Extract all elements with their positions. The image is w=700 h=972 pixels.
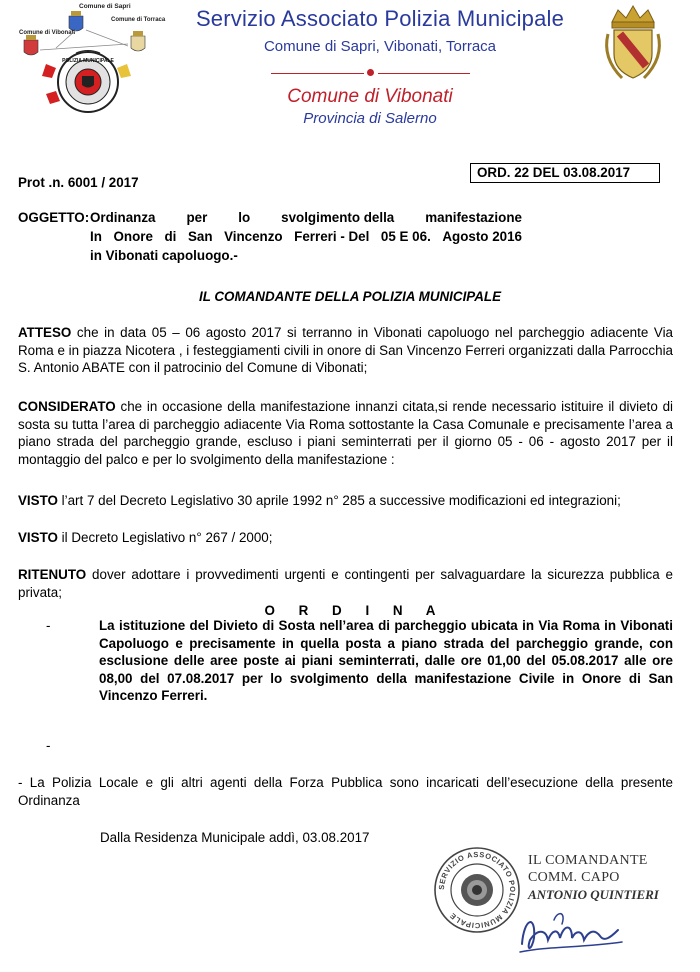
- protocol-number: Prot .n. 6001 / 2017: [18, 175, 139, 190]
- ritenuto-text: dover adottare i provvedimenti urgenti e contingenti per salvaguardare la sicurezza pubblica e privata;: [18, 567, 673, 600]
- handwritten-signature: [510, 900, 630, 960]
- logo-label-vibonati: Comune di Vibonati: [19, 30, 76, 36]
- subject-word: 05 E 06.: [380, 229, 431, 244]
- subject-line-1: [90, 209, 522, 227]
- visto-paragraph-1: [18, 492, 673, 510]
- ritenuto-label: RITENUTO: [18, 567, 87, 582]
- header-divider-right: [378, 73, 470, 74]
- header-divider-dot: [367, 69, 374, 76]
- ordinance-number-box: ORD. 22 DEL 03.08.2017: [470, 163, 660, 183]
- subject-word: Ordinanza: [90, 210, 156, 225]
- commander-heading: IL COMANDANTE DELLA POLIZIA MUNICIPALE: [198, 289, 502, 304]
- header-divider-left: [271, 73, 364, 74]
- header-title: Servizio Associato Polizia Municipale: [195, 6, 565, 31]
- logo-label-sapri: Comune di Sapri: [79, 3, 131, 10]
- logo-ring-label: POLIZIA MUNICIPALE: [62, 58, 114, 64]
- subject-line-3: in Vibonati capoluogo.-: [90, 248, 238, 263]
- considerato-text: che in occasione della manifestazione innanzi citata,si rende necessario istituire il divieto di sosta su tutta l’area di parcheggio adiacente Via Roma sottostante la Casa Comunale e precisamente l’area a piano strada del parcheggio grande, escluso i piani seminterrati per il giorno 05 - 06 - agosto 2017 per il montaggio del palco e per lo svolgimento della manifestazione :: [18, 399, 673, 467]
- subject-word: Ferreri - Del: [294, 229, 370, 244]
- municipal-police-logo: [16, 2, 166, 128]
- visto-text-1: l’art 7 del Decreto Legislativo 30 aprile 1992 n° 285 a successive modificazioni ed integrazioni;: [57, 493, 621, 508]
- header-comune: Comune di Vibonati: [287, 86, 453, 107]
- visto-text-2: il Decreto Legislativo n° 267 / 2000;: [57, 530, 273, 545]
- subject-word: In: [90, 229, 102, 244]
- place-and-date: Dalla Residenza Municipale addì, 03.08.2017: [100, 830, 370, 845]
- signature-block: [528, 852, 678, 903]
- decree-text: La istituzione del Divieto di Sosta nell’area di parcheggio ubicata in Via Roma in Vibonati Capoluogo e precisamente in quella posta a piano strada del parcheggio grande, con esclusione delle aree poste ai piani seminterrati, dalle ore 01,00 del 05.08.2017 alle ore 08,00 del 07.08.2017 per lo svolgimento della manifestazione Civile in Onore di San Vincenzo Ferreri.: [99, 618, 673, 703]
- vibonati-crest-icon: [24, 35, 38, 55]
- considerato-paragraph: [18, 398, 673, 468]
- subject-word: Onore: [113, 229, 153, 244]
- atteso-text: che in data 05 – 06 agosto 2017 si terranno in Vibonati capoluogo nel parcheggio adiacente Via Roma e in piazza Nicotera , i festeggiamenti civili in onore di San Vincenzo Ferreri organizzati dalla Parrocchia S. Antonio ABATE con il patrocinio del Comune di Vibonati;: [18, 325, 673, 375]
- ordina-heading: O R D I N A: [264, 603, 446, 618]
- sapri-crest-icon: [69, 11, 83, 31]
- signature-title: IL COMANDANTE: [528, 853, 648, 868]
- visto-label-1: VISTO: [18, 493, 58, 508]
- atteso-paragraph: [18, 324, 673, 377]
- subject-label: OGGETTO:: [18, 210, 90, 225]
- subject-line-2: [90, 228, 522, 246]
- subject-word: Vincenzo: [224, 229, 283, 244]
- visto-label-2: VISTO: [18, 530, 58, 545]
- subject-word: svolgimento della: [281, 210, 395, 225]
- subject-word: di: [164, 229, 177, 244]
- logo-label-torraca: Comune di Torraca: [111, 17, 166, 23]
- vibonati-coat-of-arms-icon: [598, 4, 668, 82]
- signature-name: ANTONIO QUINTIERI: [528, 887, 659, 902]
- torraca-crest-icon: [131, 31, 145, 51]
- decree-bullet-empty: -: [46, 738, 51, 753]
- decree-bullet: -: [46, 618, 51, 633]
- header-provincia: Provincia di Salerno: [303, 110, 437, 127]
- header-subtitle: Comune di Sapri, Vibonati, Torraca: [263, 38, 497, 55]
- stamp-ring-text: SERVIZIO ASSOCIATO POLIZIA MUNICIPALE: [436, 849, 518, 931]
- atteso-label: ATTESO: [18, 325, 72, 340]
- subject-word: lo: [238, 210, 251, 225]
- considerato-label: CONSIDERATO: [18, 399, 116, 414]
- official-stamp: [432, 845, 522, 935]
- subject-word: San: [187, 229, 213, 244]
- visto-paragraph-2: [18, 529, 673, 547]
- subject-word: manifestazione: [425, 210, 522, 225]
- ritenuto-paragraph: [18, 566, 673, 601]
- subject-word: Agosto 2016: [442, 229, 522, 244]
- signature-rank: COMM. CAPO: [528, 870, 620, 885]
- subject-word: per: [186, 210, 208, 225]
- police-instruction: - La Polizia Locale e gli altri agenti della Forza Pubblica sono incaricati dell’esecuzione della presente Ordinanza: [18, 775, 673, 808]
